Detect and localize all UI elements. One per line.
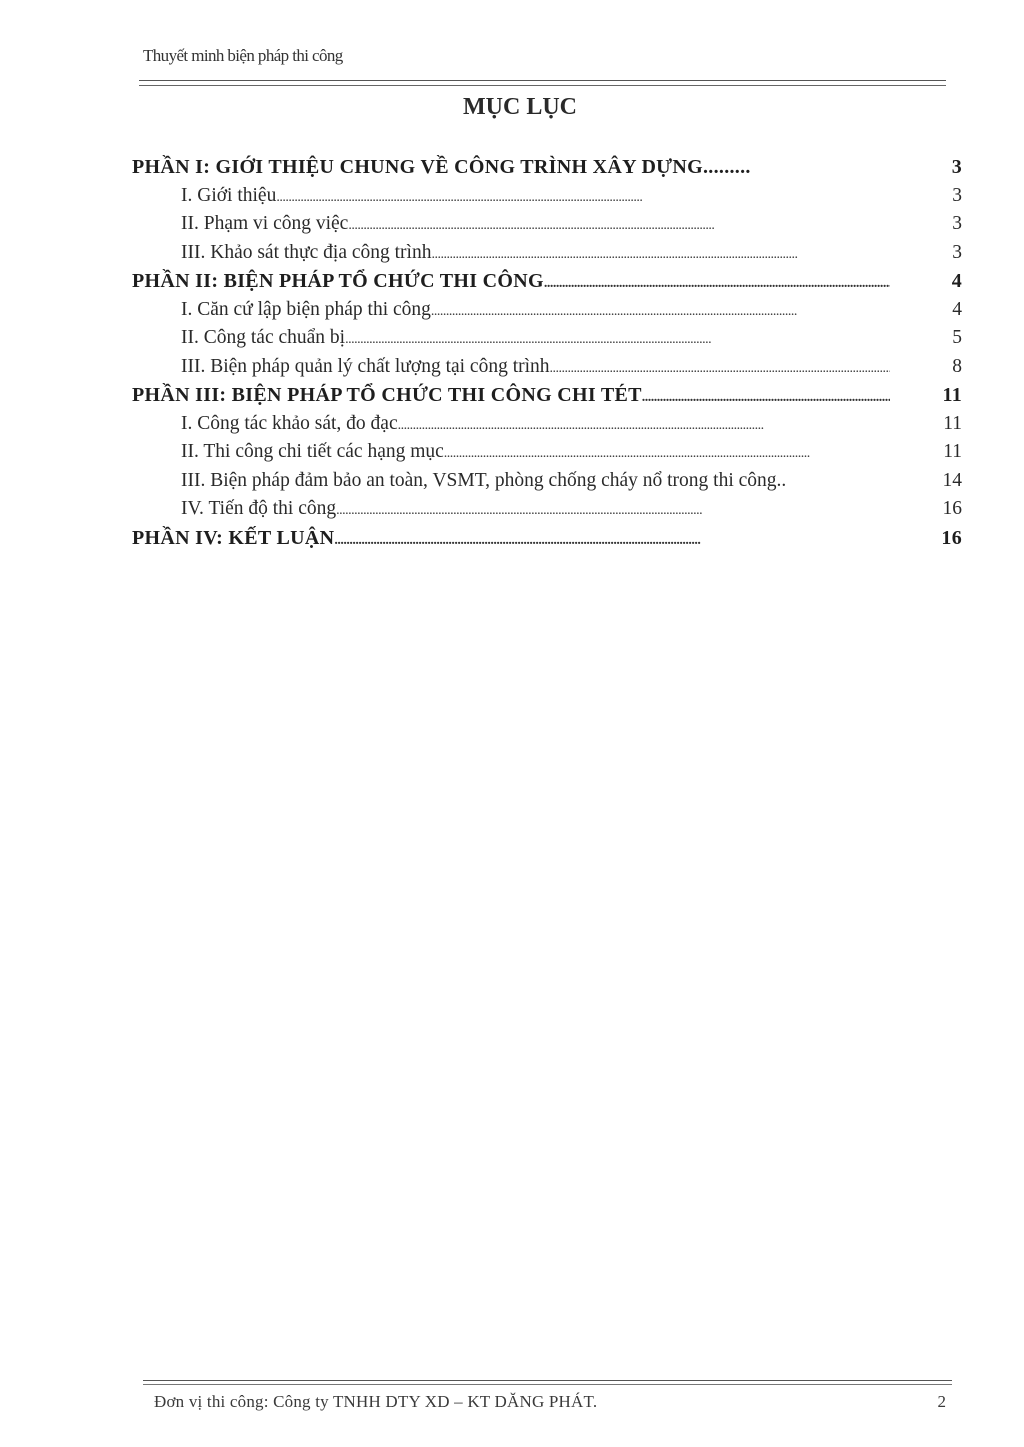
page-number: 2 bbox=[937, 1392, 946, 1411]
toc-entry[interactable] bbox=[132, 327, 962, 356]
table-of-contents bbox=[132, 156, 962, 555]
toc-entry-page: 16 bbox=[942, 498, 962, 519]
toc-entry-label: III. Biện pháp đảm bảo an toàn, VSMT, phòng chống cháy nổ trong thi công.. bbox=[181, 469, 787, 491]
toc-entry[interactable] bbox=[132, 470, 962, 499]
toc-entry[interactable] bbox=[132, 413, 962, 442]
footer-contractor: Đơn vị thi công: Công ty TNHH DTY XD – KT DĂNG PHÁT. bbox=[154, 1392, 598, 1411]
toc-entry-page: 11 bbox=[943, 441, 962, 462]
dot-leader bbox=[642, 390, 890, 406]
toc-entry[interactable] bbox=[132, 527, 962, 556]
toc-entry[interactable] bbox=[132, 384, 962, 413]
toc-entry-page: 3 bbox=[952, 213, 962, 234]
toc-entry[interactable] bbox=[132, 356, 962, 385]
dot-leader bbox=[276, 190, 890, 206]
toc-entry-page: 4 bbox=[952, 298, 962, 320]
toc-entry-label: PHẦN II: BIỆN PHÁP TỔ CHỨC THI CÔNG bbox=[132, 270, 544, 292]
dot-leader bbox=[336, 503, 890, 519]
toc-entry-label: I. Giới thiệu bbox=[181, 184, 277, 206]
dot-leader bbox=[345, 332, 890, 348]
toc-entry[interactable] bbox=[132, 185, 962, 214]
footer-divider bbox=[143, 1380, 952, 1385]
dot-leader bbox=[444, 446, 890, 462]
dot-leader bbox=[544, 276, 890, 292]
toc-entry[interactable] bbox=[132, 242, 962, 271]
toc-entry-page: 3 bbox=[952, 241, 962, 263]
toc-entry-label: PHẦN III: BIỆN PHÁP TỔ CHỨC THI CÔNG CHI TÉT bbox=[132, 384, 642, 406]
toc-entry-label: I. Căn cứ lập biện pháp thi công bbox=[181, 298, 431, 320]
toc-entry-label: II. Công tác chuẩn bị bbox=[181, 327, 346, 348]
toc-entry[interactable] bbox=[132, 270, 962, 299]
toc-entry-label: II. Phạm vi công việc bbox=[181, 213, 349, 234]
toc-entry-page: 5 bbox=[952, 327, 962, 348]
toc-entry[interactable] bbox=[132, 498, 962, 527]
running-header: Thuyết minh biện pháp thi công bbox=[143, 46, 343, 65]
toc-entry-page: 11 bbox=[942, 384, 962, 406]
toc-entry-label: I. Công tác khảo sát, đo đạc bbox=[181, 412, 398, 434]
toc-entry[interactable] bbox=[132, 156, 962, 185]
toc-entry-label: II. Thi công chi tiết các hạng mục bbox=[181, 441, 444, 462]
dot-leader bbox=[334, 533, 890, 549]
toc-entry-page: 8 bbox=[952, 355, 962, 377]
toc-entry-page: 3 bbox=[951, 156, 962, 178]
dot-leader bbox=[398, 418, 890, 434]
dot-leader bbox=[348, 218, 890, 234]
toc-entry-label: PHẦN IV: KẾT LUẬN bbox=[132, 526, 335, 549]
toc-entry-label: PHẦN I: GIỚI THIỆU CHUNG VỀ CÔNG TRÌNH XÂY DỰNG......... bbox=[132, 156, 751, 178]
toc-entry-page: 4 bbox=[951, 270, 962, 292]
toc-entry[interactable] bbox=[132, 299, 962, 328]
toc-entry-page: 3 bbox=[952, 184, 962, 206]
toc-entry-page: 16 bbox=[941, 526, 962, 549]
dot-leader bbox=[431, 304, 890, 320]
toc-entry-page: 14 bbox=[942, 469, 962, 491]
dot-leader bbox=[431, 247, 890, 263]
toc-entry-page: 11 bbox=[943, 412, 962, 434]
toc-entry-label: III. Khảo sát thực địa công trình bbox=[181, 241, 432, 263]
toc-entry[interactable] bbox=[132, 213, 962, 242]
header-divider bbox=[139, 80, 946, 86]
toc-entry-label: III. Biện pháp quản lý chất lượng tại công trình bbox=[181, 355, 550, 377]
toc-title: MỤC LỤC bbox=[463, 94, 577, 120]
toc-entry-label: IV. Tiến độ thi công bbox=[181, 498, 337, 519]
toc-entry[interactable] bbox=[132, 441, 962, 470]
dot-leader bbox=[550, 361, 890, 377]
